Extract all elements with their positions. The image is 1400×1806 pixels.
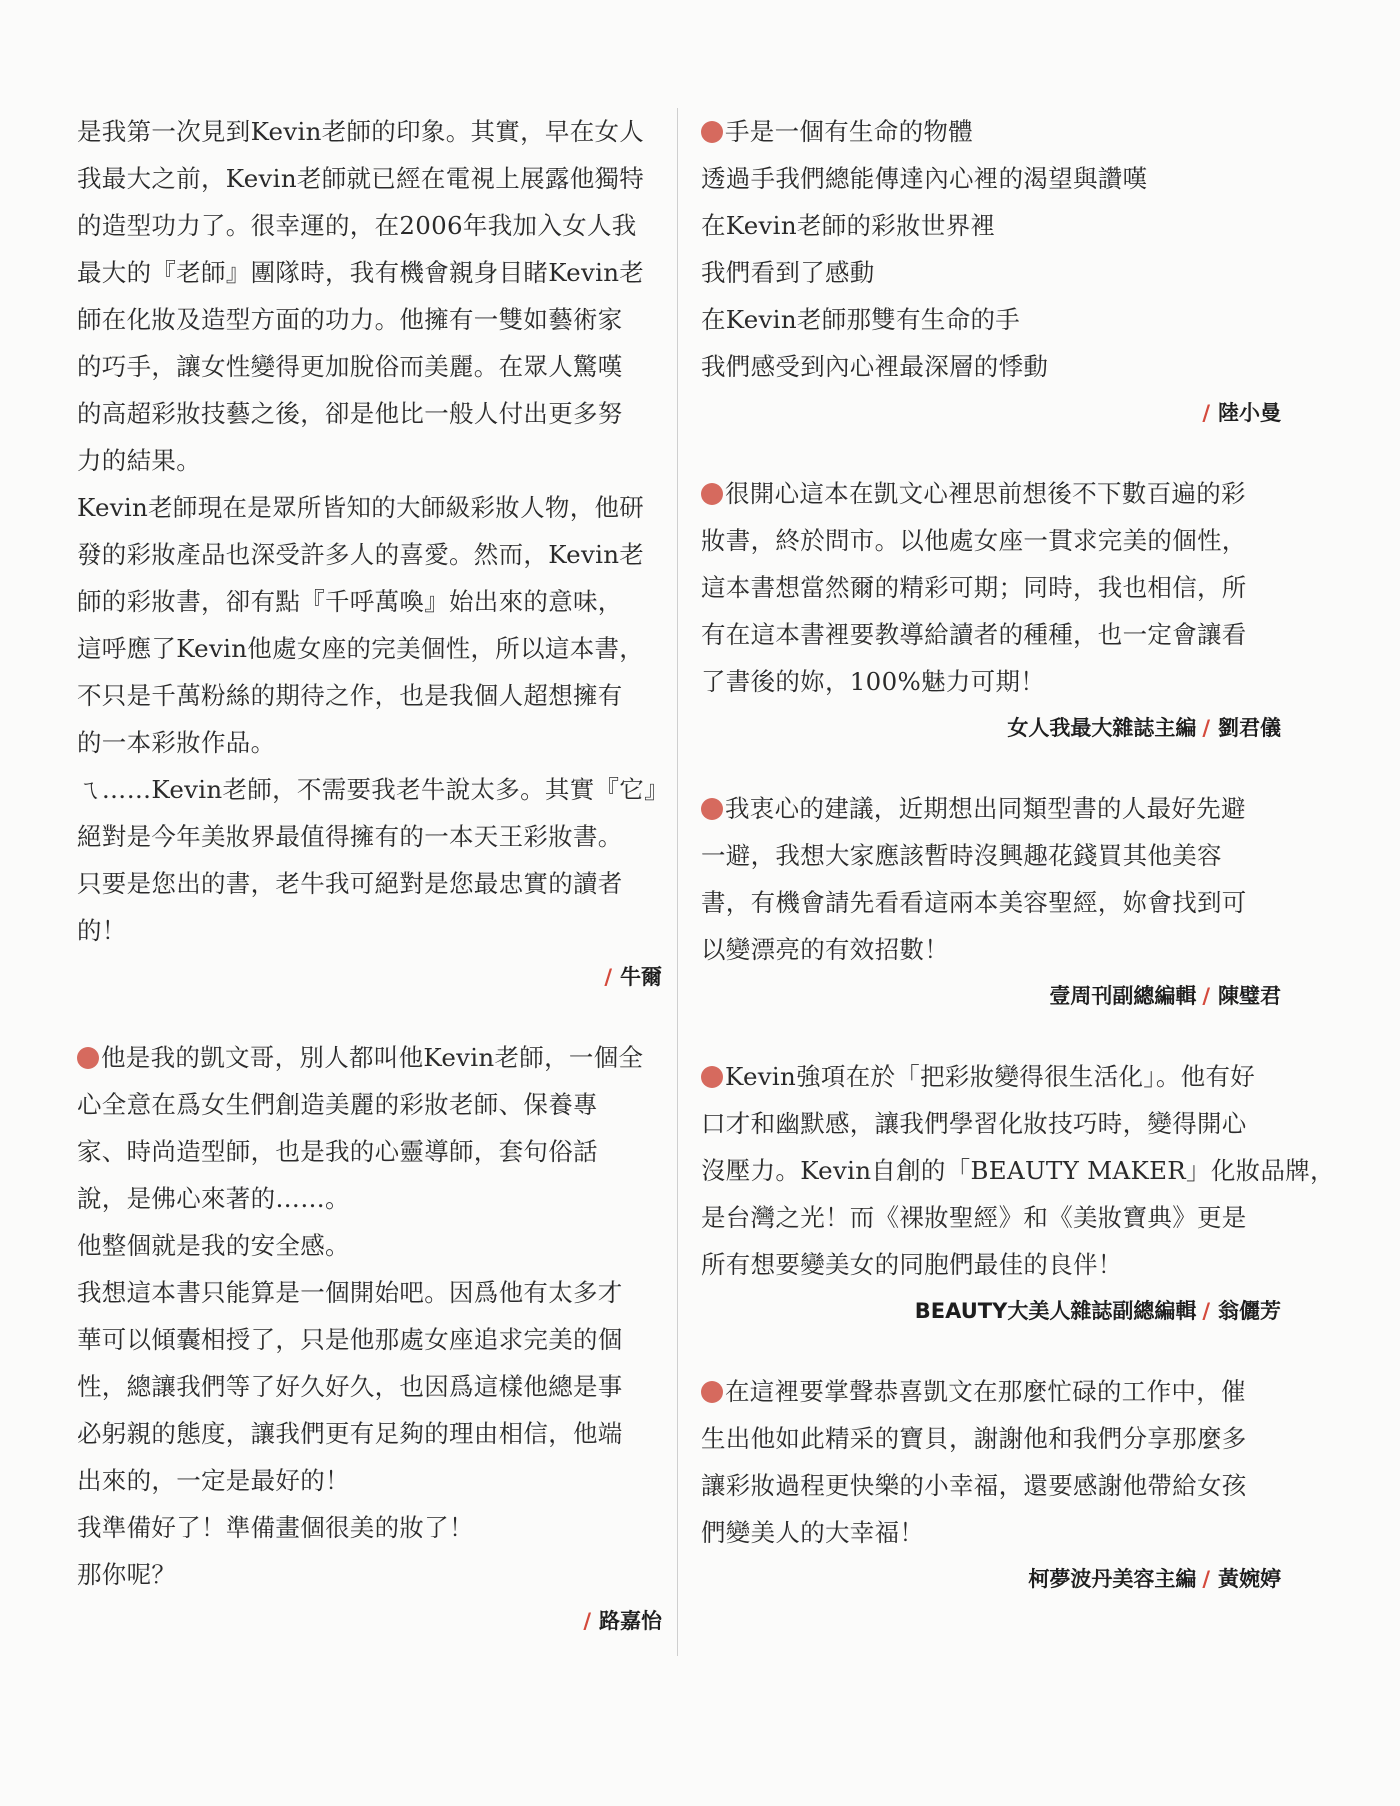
text-line: 我最大之前，Kevin老師就已經在電視上展露他獨特 [77, 164, 645, 193]
text-line: 很開心這本在凱文心裡思前想後不下數百遍的彩 [701, 470, 1281, 517]
text-line: 師的彩妝書，卻有點『千呼萬喚』始出來的意味， [77, 587, 623, 616]
text-line: 發的彩妝產品也深受許多人的喜愛。然而，Kevin老 [77, 540, 645, 569]
text-line: 我想這本書只能算是一個開始吧。因爲他有太多才 [77, 1278, 623, 1307]
text-line: 最大的『老師』團隊時，我有機會親身目睹Kevin老 [77, 258, 645, 287]
signature-title: 女人我最大雜誌主編 [1007, 716, 1197, 740]
signature-name: 陸小曼 [1218, 401, 1281, 425]
text-line: 的一本彩妝作品。 [77, 728, 276, 757]
signature-name: 翁儷芳 [1218, 1299, 1281, 1323]
text-line: 他整個就是我的安全感。 [77, 1231, 350, 1260]
slash-icon: / [1202, 716, 1210, 740]
text-line: 有在這本書裡要教導給讀者的種種，也一定會讓看 [701, 620, 1247, 649]
signature [701, 713, 1281, 743]
signature-title: 壹周刊副總編輯 [1049, 984, 1197, 1008]
bullet-dot-icon [701, 1066, 723, 1088]
signature-name: 黃婉婷 [1218, 1567, 1281, 1591]
bullet-dot-icon [77, 1047, 99, 1069]
testimonial-weng-li-fang [701, 1053, 1335, 1326]
bullet-dot-icon [701, 1381, 723, 1403]
signature-title: BEAUTY大美人雜誌副總編輯 [914, 1299, 1197, 1323]
signature-name: 路嘉怡 [599, 1609, 662, 1633]
signature [701, 981, 1281, 1011]
text-line: 這呼應了Kevin他處女座的完美個性，所以這本書， [77, 634, 645, 663]
text-line: 的造型功力了。很幸運的，在2006年我加入女人我 [77, 211, 637, 240]
text-line: 在這裡要掌聲恭喜凱文在那麼忙碌的工作中，催 [701, 1368, 1281, 1415]
text-line: Kevin強項在於「把彩妝變得很生活化」。他有好 [701, 1053, 1281, 1100]
right-column [701, 108, 1335, 1594]
text-line: 絕對是今年美妝界最值得擁有的一本天王彩妝書。 [77, 822, 623, 851]
signature [701, 1296, 1281, 1326]
slash-icon: / [583, 1609, 591, 1633]
text-line: 的高超彩妝技藝之後，卻是他比一般人付出更多努 [77, 399, 623, 428]
slash-icon: / [1202, 1299, 1210, 1323]
text-line: 讓彩妝過程更快樂的小幸福，還要感謝他帶給女孩 [701, 1471, 1247, 1500]
text-line: 說，是佛心來著的……。 [77, 1184, 350, 1213]
text-line: 力的結果。 [77, 446, 201, 475]
text-line: 一避，我想大家應該暫時沒興趣花錢買其他美容 [701, 841, 1222, 870]
bullet-dot-icon [701, 798, 723, 820]
text-line: ㄟ……Kevin老師，不需要我老牛說太多。其實『它』 [77, 775, 669, 804]
text-line: 在Kevin老師的彩妝世界裡 [701, 211, 996, 240]
text-line: 那你呢？ [77, 1560, 177, 1589]
text-line: 的巧手，讓女性變得更加脫俗而美麗。在眾人驚嘆 [77, 352, 623, 381]
text-line: 我準備好了！準備畫個很美的妝了！ [77, 1513, 474, 1542]
text-line: 手是一個有生命的物體 [701, 108, 1281, 155]
text-line: 我衷心的建議，近期想出同類型書的人最好先避 [701, 785, 1281, 832]
text-line: 這本書想當然爾的精彩可期；同時，我也相信，所 [701, 573, 1247, 602]
column-divider [677, 108, 678, 1656]
text-line: 華可以傾囊相授了，只是他那處女座追求完美的個 [77, 1325, 623, 1354]
signature [701, 398, 1281, 428]
text-line: 透過手我們總能傳達內心裡的渴望與讚嘆 [701, 164, 1148, 193]
text-line: 書，有機會請先看看這兩本美容聖經，妳會找到可 [701, 888, 1247, 917]
text-line: 出來的，一定是最好的！ [77, 1466, 350, 1495]
text-line: 所有想要變美女的同胞們最佳的良伴！ [701, 1250, 1123, 1279]
text-line: 必躬親的態度，讓我們更有足夠的理由相信，他端 [77, 1419, 623, 1448]
testimonial-liu-jun-yi [701, 470, 1281, 743]
signature-name: 牛爾 [620, 965, 662, 989]
testimonial-huang-wan-ting [701, 1368, 1281, 1594]
text-line: 沒壓力。Kevin自創的「BEAUTY MAKER」化妝品牌， [701, 1156, 1335, 1185]
text-line: 性，總讓我們等了好久好久，也因爲這樣他總是事 [77, 1372, 623, 1401]
text-line: 的！ [77, 916, 127, 945]
signature-title: 柯夢波丹美容主編 [1028, 1567, 1197, 1591]
signature-name: 陳璧君 [1218, 984, 1281, 1008]
text-line: 們變美人的大幸福！ [701, 1518, 925, 1547]
text-line: Kevin老師現在是眾所皆知的大師級彩妝人物，他研 [77, 493, 645, 522]
testimonial-lu-xiao-man [701, 108, 1281, 428]
bullet-dot-icon [701, 121, 723, 143]
text-line: 是我第一次見到Kevin老師的印象。其實，早在女人 [77, 117, 645, 146]
slash-icon: / [604, 965, 612, 989]
signature [77, 1606, 662, 1636]
text-line: 口才和幽默感，讓我們學習化妝技巧時，變得開心 [701, 1109, 1247, 1138]
slash-icon: / [1202, 1567, 1210, 1591]
signature-name: 劉君儀 [1218, 716, 1281, 740]
text-line: 我們看到了感動 [701, 258, 875, 287]
testimonial-chen-bi-jun [701, 785, 1281, 1011]
text-line: 妝書，終於問市。以他處女座一貫求完美的個性， [701, 526, 1247, 555]
testimonial-lu-jia-yi [77, 1034, 662, 1636]
text-line: 只要是您出的書，老牛我可絕對是您最忠實的讀者 [77, 869, 623, 898]
testimonial-niu-er [77, 108, 669, 992]
text-line: 在Kevin老師那雙有生命的手 [701, 305, 1021, 334]
slash-icon: / [1202, 401, 1210, 425]
text-line: 心全意在爲女生們創造美麗的彩妝老師、保養專 [77, 1090, 598, 1119]
text-line: 是台灣之光！而《裸妝聖經》和《美妝寶典》更是 [701, 1203, 1247, 1232]
text-line: 生出他如此精采的寶貝，謝謝他和我們分享那麼多 [701, 1424, 1247, 1453]
signature [701, 1564, 1281, 1594]
text-line: 以變漂亮的有效招數！ [701, 935, 949, 964]
text-line: 不只是千萬粉絲的期待之作，也是我個人超想擁有 [77, 681, 623, 710]
text-line: 他是我的凱文哥，別人都叫他Kevin老師，一個全 [77, 1034, 662, 1081]
text-line: 師在化妝及造型方面的功力。他擁有一雙如藝術家 [77, 305, 623, 334]
text-line: 了書後的妳，100%魅力可期！ [701, 667, 1046, 696]
left-column [77, 108, 669, 1636]
bullet-dot-icon [701, 483, 723, 505]
text-line: 家、時尚造型師，也是我的心靈導師，套句俗話 [77, 1137, 598, 1166]
signature [77, 962, 662, 992]
slash-icon: / [1202, 984, 1210, 1008]
text-line: 我們感受到內心裡最深層的悸動 [701, 352, 1049, 381]
